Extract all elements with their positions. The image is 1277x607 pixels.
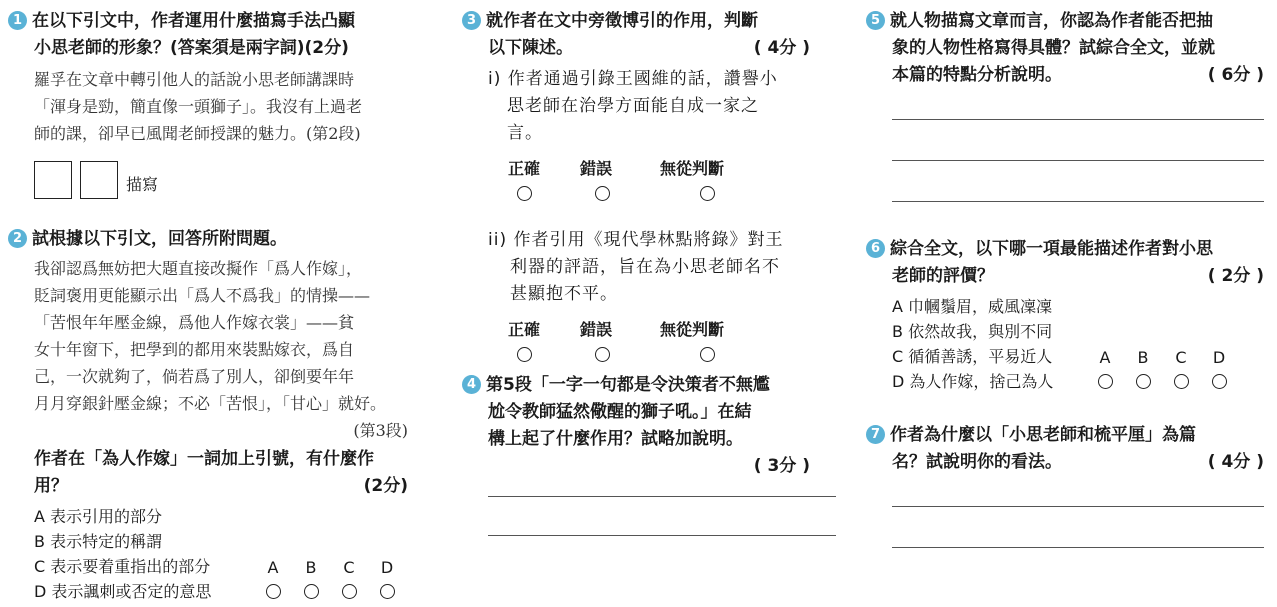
question-number-badge: 7 <box>866 425 885 444</box>
q6-option-b: B 依然故我，與別不同 <box>892 322 1053 341</box>
question-number-badge: 6 <box>866 239 885 258</box>
q6-option-d: D 為人作嫁，捨己為人 <box>892 372 1054 391</box>
q2-option-c: C 表示要着重指出的部分 <box>34 557 211 576</box>
answer-line[interactable] <box>892 201 1264 202</box>
q6-letter: A <box>1099 348 1111 367</box>
q4-stem-line3: 構上起了什麼作用？試略加說明。 <box>488 429 743 449</box>
q5-stem-line2: 象的人物性格寫得具體？試綜合全文，並就 <box>892 38 1215 58</box>
question-7 <box>866 422 1264 548</box>
answer-box-1[interactable] <box>34 161 72 199</box>
q2-option-b: B 表示特定的稱謂 <box>34 532 163 551</box>
radio-a[interactable] <box>1098 374 1113 389</box>
q4-stem-line1: 第5段「一字一句都是令決策者不無尷 <box>486 375 770 395</box>
q2-circle-row <box>254 580 406 607</box>
q6-letter: C <box>1175 348 1187 367</box>
q7-stem-line1: 作者為什麼以「小思老師和梳平厘」為篇 <box>890 425 1196 445</box>
radio-b[interactable] <box>304 584 319 599</box>
q5-stem-line1: 就人物描寫文章而言，你認為作者能否把抽 <box>890 11 1213 31</box>
radio-ii-wrong[interactable] <box>595 347 610 362</box>
q2-letter: B <box>305 558 317 577</box>
tf-label-unknown: 無從判斷 <box>660 320 725 339</box>
q6-score: ( 2分 ) <box>1207 266 1264 286</box>
q2-quote-line: 貶詞褒用更能顯示出「爲人不爲我」的情操—— <box>34 286 371 305</box>
q2-option-a: A 表示引用的部分 <box>34 507 163 526</box>
q6-option-a: A 巾幗鬚眉，威風凜凜 <box>892 297 1053 316</box>
question-3 <box>462 8 810 370</box>
q2-letter-row <box>254 554 406 581</box>
question-2 <box>8 226 408 604</box>
radio-ii-correct[interactable] <box>517 347 532 362</box>
q2-quote-line: 「苦恨年年壓金線，爲他人作嫁衣裳」——貧 <box>34 313 355 332</box>
answer-line[interactable] <box>488 535 836 536</box>
q6-letter: D <box>1212 348 1226 367</box>
radio-a[interactable] <box>266 584 281 599</box>
q2-stem: 試根據以下引文，回答所附問題。 <box>32 229 287 249</box>
radio-d[interactable] <box>1212 374 1227 389</box>
q3-ii-line: 甚顯抱不平。 <box>510 284 618 304</box>
radio-c[interactable] <box>342 584 357 599</box>
q1-quote-line: 「渾身是勁，簡直像一頭獅子」。我沒有上過老 <box>34 97 363 116</box>
q1-answer-suffix: 描寫 <box>126 175 159 194</box>
radio-i-wrong[interactable] <box>595 186 610 201</box>
question-number-badge: 2 <box>8 229 27 248</box>
q1-stem-line1: 在以下引文中，作者運用什麼描寫手法凸顯 <box>32 11 355 31</box>
radio-b[interactable] <box>1136 374 1151 389</box>
answer-line[interactable] <box>488 496 836 497</box>
answer-line[interactable] <box>892 160 1264 161</box>
q2-quote-line: 月月穿銀針壓金線；不必「苦恨」，「甘心」就好。 <box>34 394 387 413</box>
tf-label-wrong: 錯誤 <box>580 320 613 339</box>
q1-stem-line2: 小思老師的形象？(答案須是兩字詞)(2分) <box>34 38 349 58</box>
tf-label-unknown: 無從判斷 <box>660 159 725 178</box>
q1-quote-line: 羅孚在文章中轉引他人的話說小思老師講課時 <box>34 70 355 89</box>
answer-line[interactable] <box>892 119 1264 120</box>
q6-stem-line2: 老師的評價？ <box>892 266 994 286</box>
tf-label-correct: 正確 <box>508 320 541 339</box>
q3-i-line: i) 作者通過引錄王國維的話，讚譽小 <box>488 69 778 89</box>
answer-line[interactable] <box>892 506 1264 507</box>
question-number-badge: 5 <box>866 11 885 30</box>
radio-c[interactable] <box>1174 374 1189 389</box>
q2-quote-line: 己，一次就夠了，倘若爲了別人，卻倒要年年 <box>34 367 355 386</box>
tf-label-wrong: 錯誤 <box>580 159 613 178</box>
question-5 <box>866 8 1264 202</box>
q6-option-c: C 循循善誘，平易近人 <box>892 347 1053 366</box>
q4-stem-line2: 尬令教師猛然儆醒的獅子吼。」在結 <box>488 402 752 422</box>
q3-i-line: 言。 <box>507 123 543 143</box>
q2-letter: D <box>380 558 394 577</box>
q2-option-d: D 表示諷刺或否定的意思 <box>34 582 212 601</box>
question-number-badge: 3 <box>462 11 481 30</box>
q7-stem-line2: 名？試說明你的看法。 <box>892 452 1062 472</box>
q3-ii-line: ii) 作者引用《現代學林點將錄》對王 <box>488 230 784 250</box>
q2-sub-line2: 用？ <box>34 476 68 496</box>
q5-stem-line3: 本篇的特點分析說明。 <box>892 65 1062 85</box>
q6-circle-row <box>1086 370 1238 397</box>
tf-label-correct: 正確 <box>508 159 541 178</box>
q2-quote-line: 我卻認爲無妨把大題直接改擬作「爲人作嫁」， <box>34 259 363 278</box>
q2-score: (2分) <box>363 476 408 496</box>
radio-i-correct[interactable] <box>517 186 532 201</box>
question-number-badge: 4 <box>462 375 481 394</box>
radio-d[interactable] <box>380 584 395 599</box>
question-number-badge: 1 <box>8 11 27 30</box>
q1-quote-line: 師的課，卻早已風聞老師授課的魅力。(第2段) <box>34 124 361 143</box>
q3-i-line: 思老師在治學方面能自成一家之 <box>507 96 759 116</box>
q3-stem-line2: 以下陳述。 <box>488 38 573 58</box>
q4-score: ( 3分 ) <box>753 456 810 476</box>
q6-letter: B <box>1137 348 1149 367</box>
q2-sub-line1: 作者在「為人作嫁」一詞加上引號，有什麼作 <box>34 449 374 469</box>
q3-ii-line: 利器的評語，旨在為小思老師名不 <box>510 257 780 277</box>
q6-letter-row <box>1086 344 1238 371</box>
question-4 <box>462 372 810 536</box>
q7-score: ( 4分 ) <box>1207 452 1264 472</box>
radio-ii-unknown[interactable] <box>700 347 715 362</box>
question-1 <box>8 8 408 199</box>
q2-letter: A <box>267 558 279 577</box>
radio-i-unknown[interactable] <box>700 186 715 201</box>
q2-quote-source: (第3段) <box>353 421 408 440</box>
answer-box-2[interactable] <box>80 161 118 199</box>
q3-stem-line1: 就作者在文中旁徵博引的作用，判斷 <box>486 11 758 31</box>
q5-score: ( 6分 ) <box>1207 65 1264 85</box>
q2-quote-line: 女十年窗下，把學到的都用來裝點嫁衣，爲自 <box>34 340 355 359</box>
question-6 <box>866 236 1264 394</box>
q2-letter: C <box>343 558 355 577</box>
q3-score: ( 4分 ) <box>753 38 810 58</box>
q6-stem-line1: 綜合全文，以下哪一項最能描述作者對小思 <box>890 239 1213 259</box>
answer-line[interactable] <box>892 547 1264 548</box>
